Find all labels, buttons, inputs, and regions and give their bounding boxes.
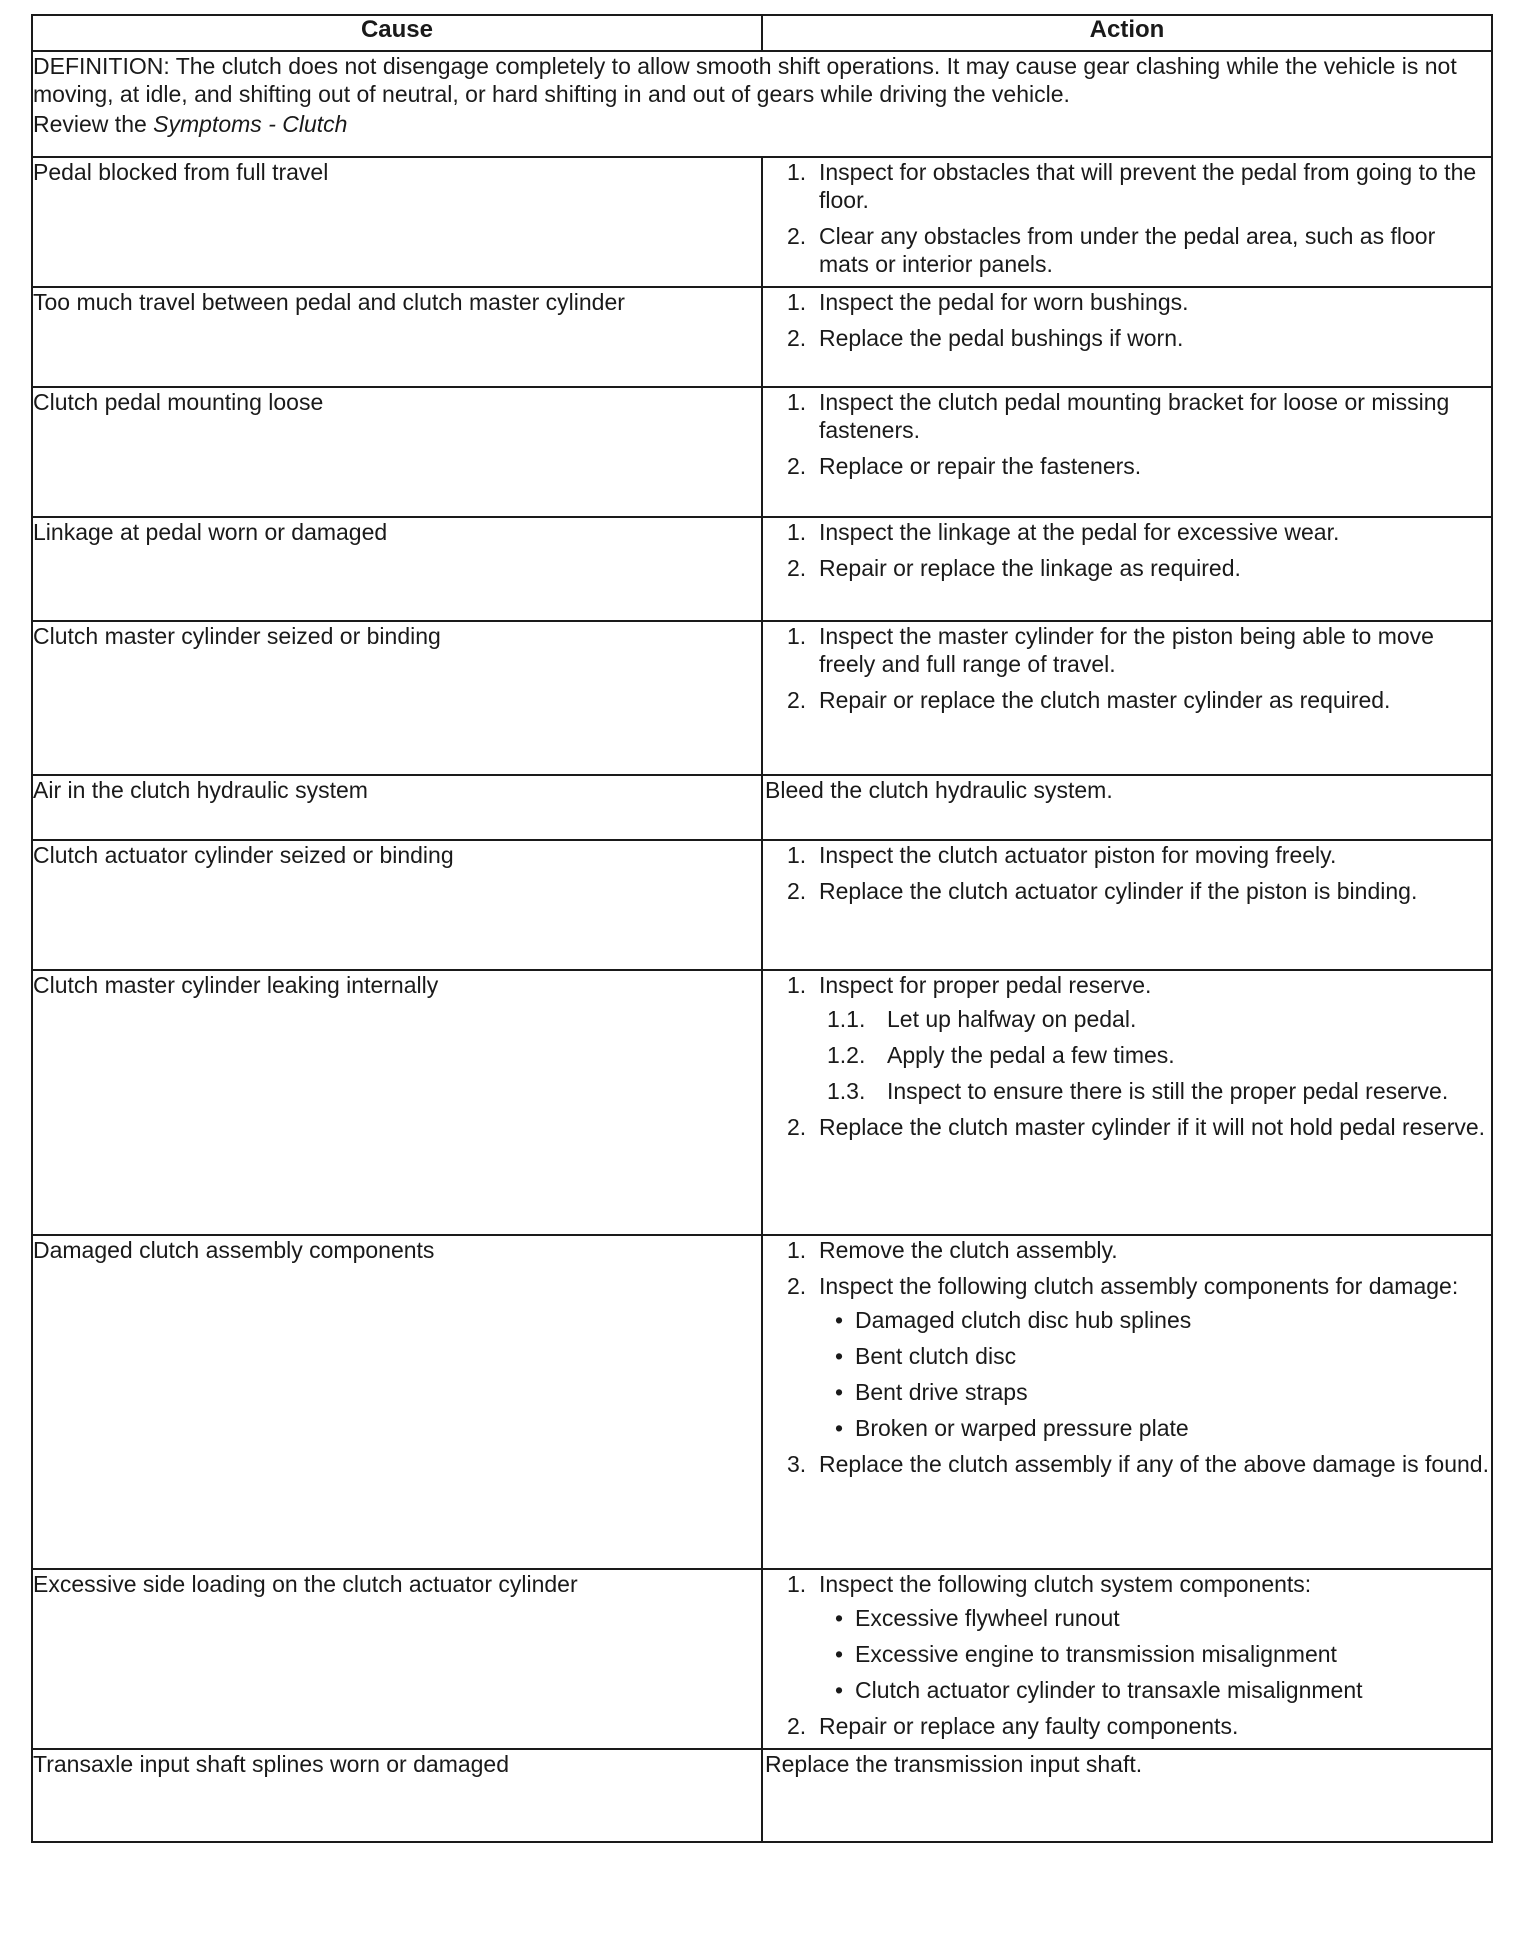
diagnostic-table: [31, 14, 1493, 1843]
action-step: [763, 841, 1491, 869]
step-number: 2.: [787, 687, 807, 713]
table-row: [32, 775, 1492, 840]
cause-text: Too much travel between pedal and clutch master cylinder: [33, 289, 625, 315]
bullet-item: [819, 1306, 1491, 1334]
bullet-list: [819, 1604, 1491, 1704]
action-step: [763, 1236, 1491, 1264]
step-text: Clear any obstacles from under the pedal area, such as floor mats or interior panels.: [819, 223, 1436, 277]
sub-steps: [819, 1005, 1491, 1105]
table-row: [32, 1749, 1492, 1842]
step-number: 1.: [787, 1571, 807, 1597]
step-number: 1.: [787, 519, 807, 545]
cause-cell: [32, 287, 762, 387]
action-cell: [762, 840, 1492, 970]
action-steps: [763, 388, 1491, 480]
action-cell: [762, 157, 1492, 287]
bullet-text: Damaged clutch disc hub splines: [855, 1307, 1192, 1333]
step-number: 1.: [787, 972, 807, 998]
step-text: Replace the pedal bushings if worn.: [819, 325, 1184, 351]
cause-cell: [32, 157, 762, 287]
step-text: Inspect for obstacles that will prevent the pedal from going to the floor.: [819, 159, 1477, 213]
bullet-text: Excessive flywheel runout: [855, 1605, 1120, 1631]
action-step: [763, 1272, 1491, 1442]
sub-step-number: 1.2.: [827, 1042, 866, 1068]
cause-cell: [32, 840, 762, 970]
step-text: Replace or repair the fasteners.: [819, 453, 1142, 479]
cause-text: Linkage at pedal worn or damaged: [33, 519, 388, 545]
step-text: Inspect the clutch pedal mounting bracket for loose or missing fasteners.: [819, 389, 1450, 443]
action-cell: [762, 517, 1492, 621]
cause-cell: [32, 1235, 762, 1569]
action-steps: [763, 622, 1491, 714]
step-text: Inspect the clutch actuator piston for moving freely.: [819, 842, 1337, 868]
bullet-item: [819, 1676, 1491, 1704]
action-cell: [762, 970, 1492, 1235]
step-text: Inspect the pedal for worn bushings.: [819, 289, 1189, 315]
action-step: [763, 686, 1491, 714]
action-step: [763, 622, 1491, 678]
action-text: Replace the transmission input shaft.: [765, 1751, 1143, 1777]
step-number: 2.: [787, 1273, 807, 1299]
cause-cell: [32, 621, 762, 775]
table-row: [32, 840, 1492, 970]
action-steps: [763, 158, 1491, 278]
step-text: Replace the clutch assembly if any of the above damage is found.: [819, 1451, 1489, 1477]
step-text: Inspect the linkage at the pedal for excessive wear.: [819, 519, 1340, 545]
step-number: 2.: [787, 453, 807, 479]
bullet-item: [819, 1604, 1491, 1632]
action-text: Bleed the clutch hydraulic system.: [765, 777, 1113, 803]
action-step: [763, 158, 1491, 214]
cause-cell: [32, 1749, 762, 1842]
step-number: 1.: [787, 1237, 807, 1263]
table-row: [32, 517, 1492, 621]
cause-text: Transaxle input shaft splines worn or damaged: [33, 1751, 510, 1777]
action-cell: [762, 1569, 1492, 1749]
bullet-item: [819, 1378, 1491, 1406]
cause-cell: [32, 387, 762, 517]
action-cell: [762, 387, 1492, 517]
cause-text: Air in the clutch hydraulic system: [33, 777, 368, 803]
cause-text: Excessive side loading on the clutch actuator cylinder: [33, 1571, 578, 1597]
cause-cell: [32, 970, 762, 1235]
cause-text: Clutch master cylinder seized or binding: [33, 623, 441, 649]
sub-step: [827, 1077, 1491, 1105]
action-steps: [763, 288, 1491, 352]
table-header-row: [32, 15, 1492, 51]
cause-text: Clutch actuator cylinder seized or binding: [33, 842, 454, 868]
action-step: [763, 971, 1491, 1105]
sub-step-number: 1.1.: [827, 1006, 866, 1032]
step-text: Inspect the following clutch system components:: [819, 1571, 1312, 1597]
step-text: Inspect for proper pedal reserve.: [819, 972, 1152, 998]
action-cell: [762, 287, 1492, 387]
cause-cell: [32, 775, 762, 840]
action-step: [763, 324, 1491, 352]
step-text: Repair or replace any faulty components.: [819, 1713, 1239, 1739]
action-step: [763, 877, 1491, 905]
table-row: [32, 621, 1492, 775]
action-cell: [762, 621, 1492, 775]
action-steps: [763, 841, 1491, 905]
action-cell: [762, 775, 1492, 840]
symptoms-clutch-link[interactable]: Symptoms - Clutch: [153, 111, 348, 137]
table-body: [32, 157, 1492, 1842]
action-step: [763, 222, 1491, 278]
action-step: [763, 554, 1491, 582]
table-row: [32, 1569, 1492, 1749]
step-number: 2.: [787, 1713, 807, 1739]
action-step: [763, 518, 1491, 546]
cause-cell: [32, 1569, 762, 1749]
cause-text: Damaged clutch assembly components: [33, 1237, 435, 1263]
cause-text: Clutch master cylinder leaking internally: [33, 972, 439, 998]
action-step: [763, 1113, 1491, 1141]
sub-step-text: Let up halfway on pedal.: [887, 1006, 1137, 1032]
action-steps: [763, 971, 1491, 1141]
definition-row: [32, 51, 1492, 157]
bullet-text: Excessive engine to transmission misalignment: [855, 1641, 1337, 1667]
step-number: 1.: [787, 289, 807, 315]
action-step: [763, 288, 1491, 316]
cause-text: Pedal blocked from full travel: [33, 159, 329, 185]
action-steps: [763, 518, 1491, 582]
action-steps: [763, 1236, 1491, 1478]
action-step: [763, 452, 1491, 480]
cause-column-header: Cause: [32, 15, 762, 51]
action-step: [763, 388, 1491, 444]
step-text: Remove the clutch assembly.: [819, 1237, 1118, 1263]
table-row: [32, 1235, 1492, 1569]
bullet-text: Bent clutch disc: [855, 1343, 1017, 1369]
step-number: 1.: [787, 842, 807, 868]
table-row: [32, 970, 1492, 1235]
action-step: [763, 1712, 1491, 1740]
sub-step: [827, 1041, 1491, 1069]
bullet-item: [819, 1414, 1491, 1442]
step-number: 1.: [787, 623, 807, 649]
definition-cell: [32, 51, 1492, 157]
step-text: Replace the clutch actuator cylinder if the piston is binding.: [819, 878, 1418, 904]
step-number: 2.: [787, 325, 807, 351]
step-text: Inspect the following clutch assembly components for damage:: [819, 1273, 1459, 1299]
sub-step-number: 1.3.: [827, 1078, 866, 1104]
step-number: 2.: [787, 555, 807, 581]
bullet-text: Broken or warped pressure plate: [855, 1415, 1189, 1441]
step-text: Repair or replace the linkage as required.: [819, 555, 1241, 581]
bullet-list: [819, 1306, 1491, 1442]
step-number: 2.: [787, 1114, 807, 1140]
cause-text: Clutch pedal mounting loose: [33, 389, 324, 415]
action-cell: [762, 1749, 1492, 1842]
step-number: 2.: [787, 878, 807, 904]
step-number: 1.: [787, 159, 807, 185]
definition-text: DEFINITION: The clutch does not disengage completely to allow smooth shift operations. It may cause gear clashing while the vehicle is not moving, at idle, and shifting out of neutral, or hard shifting in and out of gears while driving the vehicle.: [33, 53, 1457, 107]
sub-step: [827, 1005, 1491, 1033]
step-number: 2.: [787, 223, 807, 249]
sub-step-text: Apply the pedal a few times.: [887, 1042, 1175, 1068]
step-number: 3.: [787, 1451, 807, 1477]
action-cell: [762, 1235, 1492, 1569]
bullet-text: Clutch actuator cylinder to transaxle misalignment: [855, 1677, 1363, 1703]
table-row: [32, 157, 1492, 287]
review-prefix: Review the: [33, 111, 154, 137]
sub-step-text: Inspect to ensure there is still the proper pedal reserve.: [887, 1078, 1449, 1104]
bullet-item: [819, 1342, 1491, 1370]
step-number: 1.: [787, 389, 807, 415]
action-column-header: Action: [762, 15, 1492, 51]
action-step: [763, 1450, 1491, 1478]
table-row: [32, 287, 1492, 387]
table-row: [32, 387, 1492, 517]
step-text: Replace the clutch master cylinder if it will not hold pedal reserve.: [819, 1114, 1486, 1140]
bullet-item: [819, 1640, 1491, 1668]
bullet-text: Bent drive straps: [855, 1379, 1028, 1405]
step-text: Repair or replace the clutch master cylinder as required.: [819, 687, 1391, 713]
action-steps: [763, 1570, 1491, 1740]
review-line: [33, 110, 1491, 138]
step-text: Inspect the master cylinder for the piston being able to move freely and full range of travel.: [819, 623, 1434, 677]
cause-cell: [32, 517, 762, 621]
action-step: [763, 1570, 1491, 1704]
